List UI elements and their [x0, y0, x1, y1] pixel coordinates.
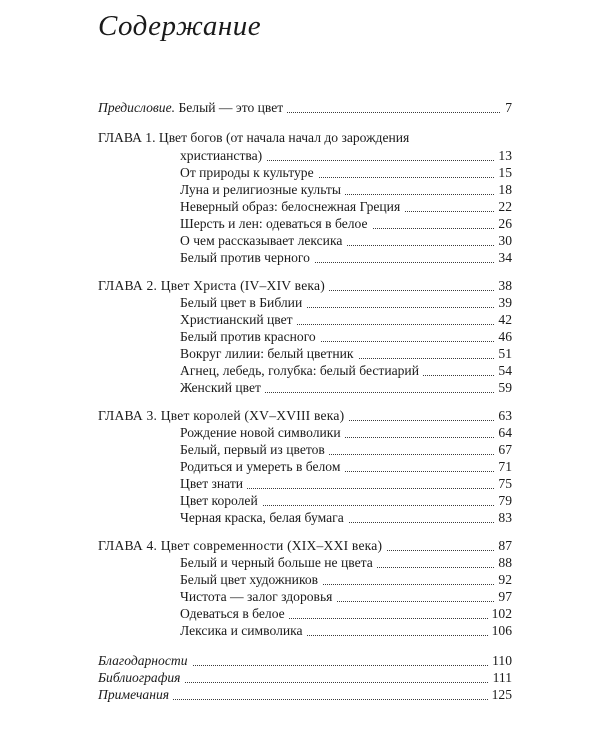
toc-item-label: Белый, первый из цветов: [180, 442, 329, 457]
toc-item[interactable]: [180, 554, 512, 571]
back-matter-label: Примечания: [98, 687, 173, 702]
toc-item[interactable]: [180, 181, 512, 198]
toc-item-label: Христианский цвет: [180, 312, 297, 327]
page-number: 106: [488, 622, 512, 639]
chapter-heading-3[interactable]: [98, 407, 512, 424]
page-number: 46: [494, 328, 512, 345]
page-number: 79: [494, 492, 512, 509]
toc-item[interactable]: [180, 362, 512, 379]
toc-item[interactable]: [180, 605, 512, 622]
page-number: 67: [494, 441, 512, 458]
toc-item-label: Вокруг лилии: белый цветник: [180, 346, 358, 361]
toc-item-label: Агнец, лебедь, голубка: белый бестиарий: [180, 363, 423, 378]
page-number: 88: [494, 554, 512, 571]
toc-item-label: Чистота — залог здоровья: [180, 589, 336, 604]
toc-item-label: Рождение новой символики: [180, 425, 345, 440]
toc-item[interactable]: [180, 311, 512, 328]
toc-item[interactable]: [180, 198, 512, 215]
toc-item[interactable]: [180, 345, 512, 362]
page-number: 71: [494, 458, 512, 475]
page-title: Содержание: [98, 10, 262, 42]
toc-entry-acknowledgements[interactable]: [98, 652, 512, 669]
chapter-heading-label: ГЛАВА 2. Цвет Христа (IV–XIV века): [98, 278, 329, 293]
back-matter-label: Благодарности: [98, 653, 192, 668]
toc-item-label: Шерсть и лен: одеваться в белое: [180, 216, 372, 231]
chapter-heading-continuation: христианства): [180, 148, 266, 163]
page-number: 51: [494, 345, 512, 362]
toc-item[interactable]: [180, 249, 512, 266]
page-number: 54: [494, 362, 512, 379]
toc-item-label: Белый цвет художников: [180, 572, 322, 587]
toc-item-label: Белый против черного: [180, 250, 314, 265]
toc-item[interactable]: [180, 571, 512, 588]
page-number: 7: [501, 99, 512, 116]
toc-item-label: О чем рассказывает лексика: [180, 233, 346, 248]
chapter-heading-2[interactable]: [98, 277, 512, 294]
page-number: 97: [494, 588, 512, 605]
page-number: 92: [494, 571, 512, 588]
page-number: 26: [494, 215, 512, 232]
page-number: 75: [494, 475, 512, 492]
chapter-heading-label: ГЛАВА 3. Цвет королей (XV–XVIII века): [98, 408, 348, 423]
back-matter-label: Библиография: [98, 670, 185, 685]
page-number: 63: [494, 407, 512, 424]
toc-item-label: Лексика и символика: [180, 623, 307, 638]
page-number: 30: [494, 232, 512, 249]
toc-item[interactable]: [180, 588, 512, 605]
toc-item-label: Цвет знати: [180, 476, 247, 491]
chapter-heading-4[interactable]: [98, 537, 512, 554]
page-number: 38: [494, 277, 512, 294]
toc-item-label: Луна и религиозные культы: [180, 182, 345, 197]
toc-item[interactable]: [180, 328, 512, 345]
preface-label: Белый — это цвет: [175, 100, 284, 115]
toc-item-label: Белый и черный больше не цвета: [180, 555, 377, 570]
toc-entry-bibliography[interactable]: [98, 669, 512, 686]
page-number: 13: [494, 147, 512, 164]
page-number: 102: [488, 605, 512, 622]
table-of-contents: [98, 99, 512, 703]
preface-label-italic: Предисловие.: [98, 100, 176, 115]
toc-entry-notes[interactable]: [98, 686, 512, 703]
toc-item[interactable]: [180, 424, 512, 441]
page-number: 110: [488, 652, 512, 669]
page-number: 18: [494, 181, 512, 198]
page-number: 125: [488, 686, 512, 703]
toc-item-label: Черная краска, белая бумага: [180, 510, 348, 525]
page-number: 34: [494, 249, 512, 266]
toc-item-label: От природы к культуре: [180, 165, 318, 180]
toc-item[interactable]: [180, 509, 512, 526]
page-number: 39: [494, 294, 512, 311]
page-number: 83: [494, 509, 512, 526]
toc-item[interactable]: [180, 215, 512, 232]
toc-item[interactable]: [180, 441, 512, 458]
toc-item[interactable]: [180, 622, 512, 639]
toc-item[interactable]: [180, 164, 512, 181]
page-number: 59: [494, 379, 512, 396]
page-number: 15: [494, 164, 512, 181]
chapter-heading-1[interactable]: ГЛАВА 1. Цвет богов (от начала начал до зарождения: [98, 130, 410, 145]
toc-item[interactable]: [180, 232, 512, 249]
toc-item[interactable]: [180, 294, 512, 311]
chapter-heading-label: ГЛАВА 4. Цвет современности (XIX–XXI века): [98, 538, 386, 553]
chapter-heading-1-cont[interactable]: [180, 147, 512, 164]
page-number: 22: [494, 198, 512, 215]
toc-item-label: Белый цвет в Библии: [180, 295, 306, 310]
toc-entry-preface[interactable]: [98, 99, 512, 116]
toc-item-label: Цвет королей: [180, 493, 262, 508]
toc-item[interactable]: [180, 458, 512, 475]
toc-item[interactable]: [180, 379, 512, 396]
toc-item-label: Одеваться в белое: [180, 606, 289, 621]
toc-item-label: Женский цвет: [180, 380, 265, 395]
toc-item-label: Родиться и умереть в белом: [180, 459, 344, 474]
toc-item[interactable]: [180, 475, 512, 492]
page-number: 87: [494, 537, 512, 554]
page-number: 42: [494, 311, 512, 328]
page-number: 64: [494, 424, 512, 441]
toc-item[interactable]: [180, 492, 512, 509]
toc-item-label: Неверный образ: белоснежная Греция: [180, 199, 404, 214]
toc-item-label: Белый против красного: [180, 329, 320, 344]
page-number: 111: [489, 669, 512, 686]
